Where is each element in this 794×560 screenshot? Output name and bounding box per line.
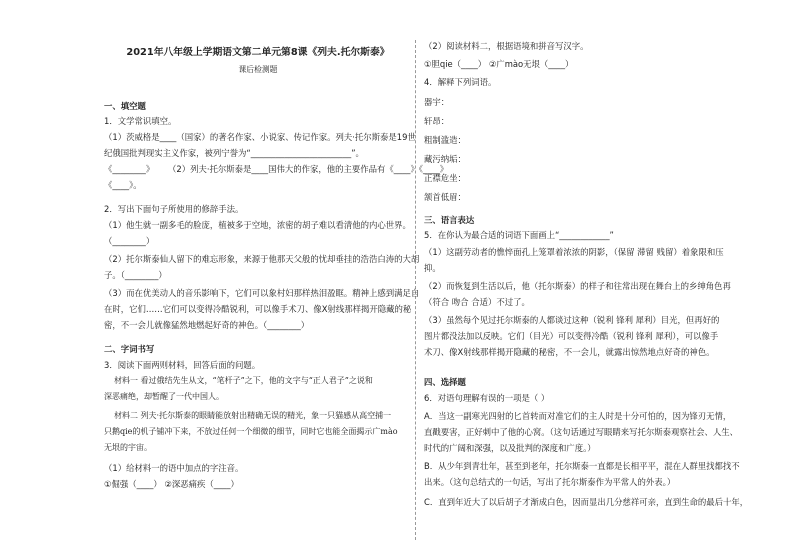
question-line: 术刀、像X射线那样揭开隐藏的秘密，不一会儿，就露出惊然地点好奇的神色。	[424, 347, 715, 357]
question-line: 6．对语句理解有误的一项是（ ）	[424, 393, 550, 403]
question-line: （3）而在优美动人的音乐影响下，它们可以象村妇那样热泪盈眶。精神上感到满足自	[104, 288, 420, 298]
section-heading: 四、选择题	[424, 377, 466, 387]
question-line: 抑。	[424, 263, 441, 273]
question-line: ①倔强（____） ②深恶痛疾（____）	[104, 479, 239, 489]
material-line: 材料二 列夫·托尔斯泰的眼睛能放射出精确无误的精光，象一只猫感从高空捕一	[114, 411, 392, 420]
question-line: 图片都没法加以反映。它们（目光）可以变得冷酷（锐利 锋利 犀利），可以像手	[424, 331, 719, 341]
question-line: （1）这副劳动者的憔悴面孔上笼罩着浓浓的阴影，（保留 滞留 贱留）着象限和压	[424, 247, 724, 257]
question-line: 3．阅读下面两则材料，回答后面的问题。	[104, 360, 261, 370]
question-line: 密，不一会儿就像猛然地燃起好奇的神色。（________）	[104, 320, 310, 330]
question-line: （符合 吻合 合适）不过了。	[424, 297, 530, 307]
question-line: 《________》	[104, 164, 155, 174]
term-line: 粗制滥造：	[424, 135, 466, 145]
material-line: 无垠的宇宙。	[104, 443, 152, 452]
question-line: 在时，它们……它们可以变得冷酷锐利，可以像手术刀、像X射线那样揭开隐藏的秘	[104, 304, 412, 314]
question-line: 5．在你认为最合适的词语下面画上“____________”	[424, 230, 614, 240]
question-line: （3）虽然每个见过托尔斯泰的人都谈过这种（锐利 锋利 犀利）目光，但再好的	[424, 315, 720, 325]
option-line: A．当这一副寒光四射的匕首转而对准它们的主人时是十分可怕的，因为锋刃无情，	[424, 411, 732, 421]
page-title: 2021年八年级上学期语文第二单元第8课《列夫.托尔斯泰》	[126, 47, 390, 58]
section-heading: 二、字词书写	[104, 344, 155, 354]
term-line: 颔首低眉：	[424, 192, 466, 202]
term-line: 器宇：	[424, 97, 450, 107]
option-line: 直戳要害，正好刺中了他的心窝。（这句话通过写眼睛来写托尔斯泰观察社会、人生、	[424, 427, 739, 437]
option-line: 出来。（这句总结式的一句话，写出了托尔斯泰作为平常人的外表。）	[424, 477, 676, 487]
question-line: 纪俄国批判现实主义作家，被列宁誉为“________________________”。	[104, 148, 364, 158]
question-line: （1）给材料一的语中加点的字注音。	[104, 463, 244, 473]
question-line: （________）	[104, 236, 155, 246]
option-line: 时代的广阔和深强，以及批判的深度和广度。）	[424, 443, 596, 453]
page-subtitle: 课后检测题	[238, 65, 278, 74]
term-line: 正襟危坐：	[424, 173, 466, 183]
material-line: 只鹅qie的机子铺冲下来，不放过任何一个细微的细节，同时它也能全面揭示广mào	[104, 427, 398, 436]
question-line: （2）阅读材料二，根据语境和拼音写汉字。	[424, 41, 589, 51]
material-line: 材料一 看过俄结先生从文，“笔杆子”之下，他的文字与“正人君子”之说和	[114, 376, 373, 385]
question-line: （1）他生就一副多毛的脸庞，植被多于空地，浓密的胡子难以看清他的内心世界。	[104, 220, 411, 230]
question-line: 1．文学常识填空。	[104, 116, 177, 126]
question-line: （2）列夫·托尔斯泰是____国伟大的作家，他的主要作品有《____》《____》	[168, 164, 449, 174]
option-line: C．直到年近大了以后胡子才渐成白色，因而显出几分慈祥可亲，直到生命的最后十年，	[424, 497, 749, 507]
section-heading: 一、填空题	[104, 101, 146, 111]
section-heading: 三、语言表达	[424, 215, 475, 225]
option-line: B．从少年到青壮年，甚至到老年，托尔斯泰一直都是长相平平，混在人群里找都找不	[424, 461, 740, 471]
question-line: （2）托尔斯泰仙人留下的难忘形象，来源于他那天父般的忧却垂挂的浩浩白涛的大胡	[104, 254, 420, 264]
question-line: （2）而恢复到生活以后，他（托尔斯泰）的样子和往常出现在舞台上的乡绅角色再	[424, 281, 731, 291]
term-line: 藏污纳垢：	[424, 154, 466, 164]
question-line: 4．解释下列词语。	[424, 77, 497, 87]
question-line: ①胆qie（____） ②广mào无垠（____）	[424, 59, 574, 69]
question-line: 《____》。	[104, 180, 142, 190]
term-line: 轩昂：	[424, 116, 450, 126]
material-line: 深恶痛绝，却暂醒了一代中国人。	[104, 392, 224, 401]
question-line: 2．写出下面句子所使用的修辞手法。	[104, 204, 244, 214]
question-line: （1）茨威格是____（国家）的著名作家、小说家、传记作家。列夫·托尔斯泰是19世	[104, 132, 416, 142]
question-line: 子。（________）	[104, 270, 167, 280]
